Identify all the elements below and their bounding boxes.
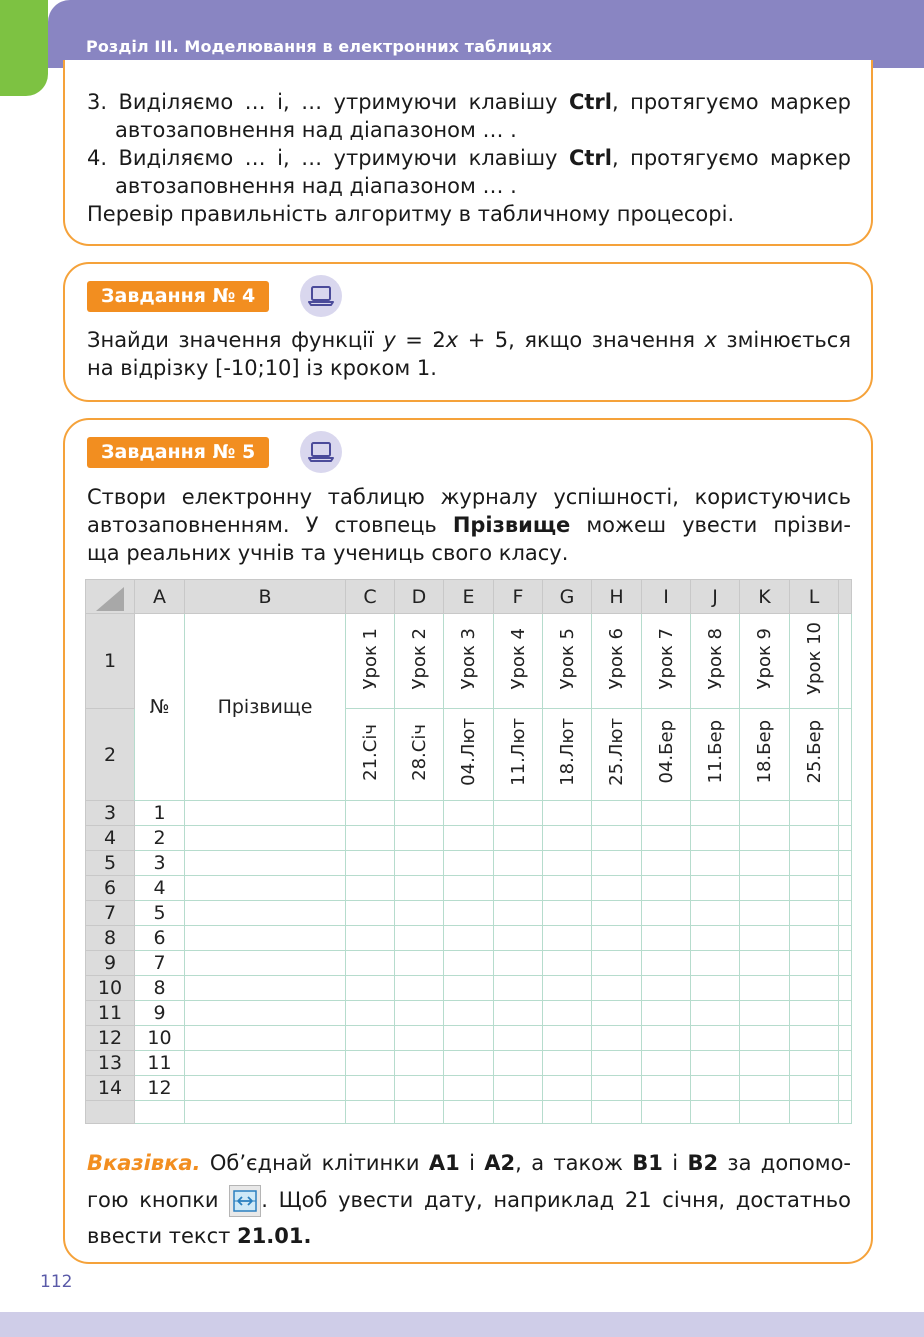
cell-number[interactable]: 7 (135, 951, 185, 976)
cell-empty[interactable] (185, 851, 346, 876)
lesson-label: Урок 2 (408, 627, 430, 690)
cell-empty[interactable] (592, 826, 642, 851)
cell-empty[interactable] (592, 851, 642, 876)
date-label: 04.Лют (458, 718, 479, 786)
cell-empty[interactable] (494, 951, 543, 976)
column-header[interactable]: I (642, 580, 691, 614)
cell-empty[interactable] (494, 1076, 543, 1101)
row-header[interactable]: 2 (86, 709, 135, 801)
cell-empty[interactable] (494, 901, 543, 926)
task-4-badge: Завдання № 4 (87, 281, 269, 312)
cell-empty[interactable] (839, 709, 852, 801)
laptop-icon (300, 275, 342, 317)
check-instruction: Перевір правильність алгоритму в табличному процесорі. (87, 202, 735, 226)
column-header[interactable]: B (185, 580, 346, 614)
cell-empty[interactable] (839, 1051, 852, 1076)
cell-lesson[interactable] (494, 614, 543, 709)
cell-empty[interactable] (691, 801, 740, 826)
column-header[interactable]: J (691, 580, 740, 614)
cell-empty[interactable] (691, 1001, 740, 1026)
footer-band (0, 1312, 924, 1337)
cell-empty[interactable] (691, 926, 740, 951)
cell-lesson[interactable] (346, 614, 395, 709)
cell-empty[interactable] (790, 1101, 839, 1124)
cell-date[interactable] (494, 709, 543, 801)
cell-lesson[interactable] (642, 614, 691, 709)
hint-line-2: гою кнопки . Щоб увести дату, наприклад 21 січня, достатньо (87, 1182, 851, 1218)
date-label: 25.Бер (803, 720, 825, 784)
spreadsheet-grid (85, 579, 852, 1124)
cell-empty[interactable] (740, 801, 790, 826)
column-header[interactable]: C (346, 580, 395, 614)
cell-empty[interactable] (642, 801, 691, 826)
cell-empty[interactable] (790, 976, 839, 1001)
cell-lesson[interactable] (790, 614, 839, 709)
lesson-label: Урок 4 (507, 627, 529, 690)
sheet-row (86, 1001, 852, 1026)
cell-number[interactable]: 10 (135, 1026, 185, 1051)
cell-empty[interactable] (543, 951, 592, 976)
cell-lesson[interactable] (740, 614, 790, 709)
sheet-row (86, 826, 852, 851)
row-header[interactable]: 11 (86, 1001, 135, 1026)
algorithm-box (63, 60, 873, 246)
cell-empty[interactable] (346, 1001, 395, 1026)
merge-cells-icon (229, 1185, 261, 1217)
task-5-badge: Завдання № 5 (87, 437, 269, 468)
cell-empty[interactable] (592, 876, 642, 901)
cell-empty[interactable] (185, 876, 346, 901)
date-label: 25.Лют (606, 718, 627, 786)
cell-empty[interactable] (346, 976, 395, 1001)
cell-empty[interactable] (395, 1051, 444, 1076)
cell-empty[interactable] (346, 801, 395, 826)
cell-empty[interactable] (395, 851, 444, 876)
cell-empty[interactable] (642, 1101, 691, 1124)
date-label: 18.Лют (556, 718, 578, 786)
cell-empty[interactable] (494, 801, 543, 826)
cell-empty[interactable] (185, 901, 346, 926)
cell-date[interactable] (592, 709, 642, 801)
cell-date[interactable] (740, 709, 790, 801)
cell-number[interactable]: 11 (135, 1051, 185, 1076)
cell-empty[interactable] (346, 1076, 395, 1101)
cell-surname-header[interactable]: Прізвище (185, 614, 346, 801)
sheet-row (86, 1076, 852, 1101)
cell-empty[interactable] (740, 1051, 790, 1076)
cell-empty[interactable] (543, 1051, 592, 1076)
cell-empty[interactable] (839, 901, 852, 926)
cell-empty[interactable] (346, 876, 395, 901)
cell-empty[interactable] (839, 801, 852, 826)
cell-empty[interactable] (185, 826, 346, 851)
cell-empty[interactable] (494, 876, 543, 901)
cell-empty[interactable] (592, 801, 642, 826)
cell-empty[interactable] (691, 976, 740, 1001)
cell-empty[interactable] (185, 1026, 346, 1051)
cell-empty[interactable] (839, 1076, 852, 1101)
cell-empty[interactable] (740, 901, 790, 926)
cell-empty[interactable] (839, 876, 852, 901)
cell-empty[interactable] (395, 1076, 444, 1101)
cell-lesson[interactable] (395, 614, 444, 709)
cell-empty[interactable] (740, 1076, 790, 1101)
cell-empty[interactable] (185, 1076, 346, 1101)
cell-empty[interactable] (543, 1101, 592, 1124)
column-header[interactable]: A (135, 580, 185, 614)
cell-empty[interactable] (839, 1026, 852, 1051)
cell-empty[interactable] (642, 976, 691, 1001)
cell-empty[interactable] (494, 1026, 543, 1051)
cell-empty[interactable] (444, 851, 494, 876)
cell-empty[interactable] (740, 951, 790, 976)
cell-number[interactable]: 1 (135, 801, 185, 826)
chapter-header (48, 0, 924, 68)
sheet-row (86, 801, 852, 826)
cell-empty[interactable] (135, 1101, 185, 1124)
cell-number-header[interactable]: № (135, 614, 185, 801)
cell-empty[interactable] (642, 926, 691, 951)
cell-empty[interactable] (642, 876, 691, 901)
cell-empty[interactable] (395, 901, 444, 926)
cell-empty[interactable] (395, 926, 444, 951)
cell-empty[interactable] (395, 876, 444, 901)
cell-empty[interactable] (395, 826, 444, 851)
cell-empty[interactable] (740, 826, 790, 851)
cell-number[interactable]: 4 (135, 876, 185, 901)
cell-date[interactable] (395, 709, 444, 801)
cell-empty[interactable] (740, 976, 790, 1001)
row-header[interactable]: 8 (86, 926, 135, 951)
cell-empty[interactable] (642, 1001, 691, 1026)
sheet-row (86, 614, 852, 709)
cell-empty[interactable] (691, 851, 740, 876)
cell-empty[interactable] (444, 976, 494, 1001)
column-header-row (86, 580, 852, 614)
cell-empty[interactable] (543, 851, 592, 876)
sheet-row-partial (86, 1101, 852, 1124)
cell-empty[interactable] (839, 851, 852, 876)
sheet-row (86, 851, 852, 876)
cell-lesson[interactable] (444, 614, 494, 709)
lesson-label: Урок 1 (359, 627, 381, 690)
sheet-row (86, 1051, 852, 1076)
cell-empty[interactable] (642, 1051, 691, 1076)
cell-empty[interactable] (642, 951, 691, 976)
lesson-label: Урок 9 (754, 627, 775, 690)
cell-empty[interactable] (839, 976, 852, 1001)
lesson-label: Урок 5 (556, 627, 578, 690)
cell-number[interactable]: 3 (135, 851, 185, 876)
cell-empty[interactable] (790, 876, 839, 901)
cell-empty[interactable] (839, 926, 852, 951)
cell-empty[interactable] (346, 926, 395, 951)
cell-empty[interactable] (839, 1101, 852, 1124)
row-header[interactable]: 13 (86, 1051, 135, 1076)
cell-empty[interactable] (494, 1101, 543, 1124)
lesson-label: Урок 8 (704, 627, 726, 690)
cell-empty[interactable] (790, 826, 839, 851)
sheet-row (86, 876, 852, 901)
column-header[interactable]: L (790, 580, 839, 614)
cell-empty[interactable] (592, 1026, 642, 1051)
cell-empty[interactable] (494, 1001, 543, 1026)
cell-empty[interactable] (740, 876, 790, 901)
sheet-row (86, 926, 852, 951)
cell-empty[interactable] (444, 876, 494, 901)
cell-empty[interactable] (346, 826, 395, 851)
cell-empty[interactable] (185, 976, 346, 1001)
cell-empty[interactable] (839, 614, 852, 709)
cell-lesson[interactable] (592, 614, 642, 709)
lesson-label: Урок 3 (458, 627, 479, 690)
date-label: 04.Бер (655, 720, 677, 784)
cell-empty[interactable] (691, 876, 740, 901)
cell-empty[interactable] (642, 1076, 691, 1101)
step-4-line-2: автозаповнення над діапазоном … . (115, 174, 517, 198)
cell-empty[interactable] (494, 926, 543, 951)
cell-empty[interactable] (543, 876, 592, 901)
cell-empty[interactable] (592, 1001, 642, 1026)
cell-empty[interactable] (543, 926, 592, 951)
row-header[interactable] (86, 1101, 135, 1124)
row-header[interactable]: 3 (86, 801, 135, 826)
cell-empty[interactable] (395, 951, 444, 976)
cell-empty[interactable] (592, 951, 642, 976)
cell-empty[interactable] (740, 851, 790, 876)
cell-empty[interactable] (642, 901, 691, 926)
sheet-row (86, 976, 852, 1001)
cell-empty[interactable] (790, 1001, 839, 1026)
task-5-text-line-2: автозаповненням. У стовпець Прізвище можеш увести прізви- (87, 513, 851, 537)
cell-empty[interactable] (444, 1026, 494, 1051)
cell-empty[interactable] (790, 926, 839, 951)
column-header[interactable]: G (543, 580, 592, 614)
cell-empty[interactable] (444, 1051, 494, 1076)
column-header[interactable]: E (444, 580, 494, 614)
cell-empty[interactable] (543, 801, 592, 826)
chapter-color-tab (0, 0, 48, 96)
cell-number[interactable]: 8 (135, 976, 185, 1001)
cell-empty[interactable] (691, 1026, 740, 1051)
date-label: 28.Січ (408, 723, 430, 781)
laptop-icon (300, 431, 342, 473)
lesson-label: Урок 10 (803, 622, 825, 695)
cell-empty[interactable] (543, 901, 592, 926)
row-header[interactable]: 10 (86, 976, 135, 1001)
cell-empty[interactable] (592, 976, 642, 1001)
cell-empty[interactable] (444, 926, 494, 951)
cell-empty[interactable] (346, 851, 395, 876)
cell-empty[interactable] (346, 901, 395, 926)
cell-empty[interactable] (494, 1051, 543, 1076)
cell-empty[interactable] (395, 1001, 444, 1026)
date-label: 18.Бер (754, 720, 775, 784)
cell-empty[interactable] (790, 851, 839, 876)
row-header[interactable]: 6 (86, 876, 135, 901)
select-all-corner[interactable] (86, 580, 135, 614)
cell-number[interactable]: 6 (135, 926, 185, 951)
task-4-text-line-2: на відрізку [-10;10] із кроком 1. (87, 356, 437, 380)
cell-empty[interactable] (346, 1101, 395, 1124)
column-header[interactable]: D (395, 580, 444, 614)
cell-empty[interactable] (543, 1001, 592, 1026)
cell-empty[interactable] (642, 1026, 691, 1051)
cell-empty[interactable] (185, 801, 346, 826)
cell-empty[interactable] (494, 851, 543, 876)
cell-empty[interactable] (691, 1076, 740, 1101)
cell-number[interactable]: 9 (135, 1001, 185, 1026)
column-header[interactable]: F (494, 580, 543, 614)
cell-empty[interactable] (395, 1101, 444, 1124)
row-header[interactable]: 9 (86, 951, 135, 976)
cell-empty[interactable] (642, 851, 691, 876)
cell-date[interactable] (346, 709, 395, 801)
cell-empty[interactable] (185, 951, 346, 976)
column-header[interactable]: H (592, 580, 642, 614)
cell-empty[interactable] (444, 801, 494, 826)
cell-empty[interactable] (740, 1101, 790, 1124)
cell-empty[interactable] (185, 926, 346, 951)
cell-date[interactable] (444, 709, 494, 801)
row-header[interactable]: 7 (86, 901, 135, 926)
cell-empty[interactable] (395, 1026, 444, 1051)
row-header[interactable]: 14 (86, 1076, 135, 1101)
cell-empty[interactable] (543, 1076, 592, 1101)
task-4-text-line-1: Знайди значення функції y = 2x + 5, якщо значення x змінюється (87, 328, 851, 352)
cell-number[interactable]: 2 (135, 826, 185, 851)
cell-empty[interactable] (691, 951, 740, 976)
cell-empty[interactable] (494, 826, 543, 851)
row-header[interactable]: 1 (86, 614, 135, 709)
cell-empty[interactable] (395, 801, 444, 826)
row-header[interactable]: 12 (86, 1026, 135, 1051)
cell-empty[interactable] (444, 1076, 494, 1101)
cell-lesson[interactable] (691, 614, 740, 709)
date-label: 21.Січ (359, 723, 381, 781)
date-label: 11.Лют (507, 718, 529, 786)
cell-number[interactable]: 12 (135, 1076, 185, 1101)
column-header[interactable]: K (740, 580, 790, 614)
column-header-overflow (839, 580, 852, 614)
page-number: 112 (40, 1272, 73, 1292)
cell-empty[interactable] (592, 926, 642, 951)
cell-date[interactable] (790, 709, 839, 801)
hint-line-3: ввести текст 21.01. (87, 1224, 312, 1248)
task-5-text-line-1: Створи електронну таблицю журналу успішності, користуючись (87, 485, 851, 509)
cell-empty[interactable] (444, 826, 494, 851)
cell-empty[interactable] (346, 951, 395, 976)
cell-empty[interactable] (839, 826, 852, 851)
cell-empty[interactable] (592, 1051, 642, 1076)
cell-empty[interactable] (543, 1026, 592, 1051)
cell-empty[interactable] (444, 1101, 494, 1124)
cell-date[interactable] (642, 709, 691, 801)
cell-empty[interactable] (642, 826, 691, 851)
lesson-label: Урок 6 (606, 627, 627, 690)
cell-empty[interactable] (790, 1051, 839, 1076)
sheet-row (86, 901, 852, 926)
cell-empty[interactable] (185, 1101, 346, 1124)
cell-empty[interactable] (790, 1076, 839, 1101)
cell-empty[interactable] (185, 1051, 346, 1076)
cell-empty[interactable] (790, 901, 839, 926)
cell-empty[interactable] (790, 801, 839, 826)
cell-empty[interactable] (346, 1026, 395, 1051)
cell-number[interactable]: 5 (135, 901, 185, 926)
cell-empty[interactable] (592, 901, 642, 926)
task-4-box (63, 262, 873, 402)
cell-empty[interactable] (839, 1001, 852, 1026)
cell-empty[interactable] (691, 901, 740, 926)
sheet-row (86, 951, 852, 976)
cell-date[interactable] (543, 709, 592, 801)
step-3-line-1: 3. Виділяємо … і, … утримуючи клавішу Ctrl, протягуємо маркер (87, 90, 851, 114)
lesson-label: Урок 7 (655, 627, 677, 690)
cell-empty[interactable] (790, 1026, 839, 1051)
cell-date[interactable] (691, 709, 740, 801)
cell-empty[interactable] (543, 976, 592, 1001)
cell-empty[interactable] (691, 1051, 740, 1076)
cell-empty[interactable] (691, 826, 740, 851)
row-header[interactable]: 5 (86, 851, 135, 876)
cell-empty[interactable] (395, 976, 444, 1001)
cell-empty[interactable] (185, 1001, 346, 1026)
step-3-line-2: автозаповнення над діапазоном … . (115, 118, 517, 142)
date-label: 11.Бер (704, 720, 726, 784)
sheet-row (86, 1026, 852, 1051)
cell-empty[interactable] (444, 901, 494, 926)
cell-empty[interactable] (494, 976, 543, 1001)
cell-empty[interactable] (346, 1051, 395, 1076)
cell-empty[interactable] (740, 926, 790, 951)
cell-empty[interactable] (444, 1001, 494, 1026)
cell-empty[interactable] (740, 1001, 790, 1026)
hint-line-1: Вказівка. Об’єднай клітинки A1 і A2, а також B1 і B2 за допомо- (87, 1151, 852, 1175)
step-4-line-1: 4. Виділяємо … і, … утримуючи клавішу Ctrl, протягуємо маркер (87, 146, 851, 170)
chapter-title: Розділ III. Моделювання в електронних таблицях (86, 37, 553, 56)
cell-empty[interactable] (592, 1101, 642, 1124)
row-header[interactable]: 4 (86, 826, 135, 851)
cell-empty[interactable] (790, 951, 839, 976)
task-5-text-line-3: ща реальних учнів та учениць свого класу. (87, 541, 569, 565)
cell-empty[interactable] (740, 1026, 790, 1051)
cell-empty[interactable] (543, 826, 592, 851)
cell-empty[interactable] (839, 951, 852, 976)
cell-lesson[interactable] (543, 614, 592, 709)
cell-empty[interactable] (592, 1076, 642, 1101)
cell-empty[interactable] (691, 1101, 740, 1124)
cell-empty[interactable] (444, 951, 494, 976)
